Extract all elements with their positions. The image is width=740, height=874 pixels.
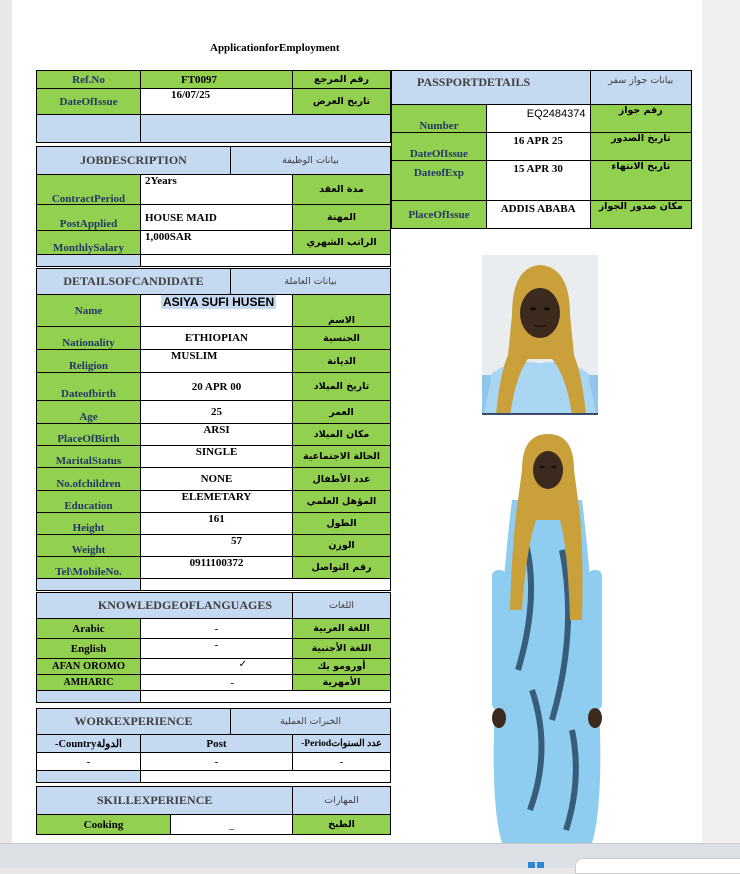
- skills-table: [36, 786, 391, 835]
- table-row: [392, 201, 692, 229]
- children-value: NONE: [141, 468, 293, 491]
- taskbar-search-box[interactable]: [575, 858, 740, 874]
- table-row: [37, 815, 391, 835]
- date-issue-value: 16/07/25: [141, 89, 293, 115]
- portrait-photo: [482, 255, 598, 415]
- work-col-post: Post: [141, 735, 293, 753]
- table-row: [37, 295, 391, 327]
- language-oromo-label: AFAN OROMO: [37, 659, 141, 675]
- work-post-value: -: [141, 753, 293, 771]
- language-arabic-value: -: [141, 619, 293, 639]
- name-label-ar: الاسم: [293, 295, 391, 327]
- table-row: [37, 639, 391, 659]
- religion-value: MUSLIM: [141, 350, 293, 373]
- skill-cooking-label-ar: الطبخ: [293, 815, 391, 835]
- date-issue-label: DateOfIssue: [37, 89, 141, 115]
- weight-label-ar: الوزن: [293, 535, 391, 557]
- languages-table: [36, 592, 391, 703]
- taskbar: [0, 843, 740, 868]
- ref-value: FT0097: [141, 71, 293, 89]
- candidate-table: [36, 268, 391, 591]
- passport-header-ar: بيانات جواز سفر: [590, 71, 692, 105]
- work-country-value: -: [37, 753, 141, 771]
- table-row: [37, 535, 391, 557]
- phone-value: 0911100372: [141, 557, 293, 579]
- table-row: [37, 401, 391, 424]
- passport-number-label-ar: رقم جواز: [590, 105, 692, 133]
- language-oromo-label-ar: أورومو يك: [293, 659, 391, 675]
- table-row: [37, 424, 391, 446]
- table-row: [392, 161, 692, 201]
- passport-header: PASSPORTDETAILS: [392, 71, 591, 105]
- passport-issue-label-ar: تاريخ الصدور: [590, 133, 692, 161]
- table-row: [37, 89, 391, 115]
- table-row: [37, 709, 391, 735]
- language-amharic-label-ar: الأمهرية: [293, 675, 391, 691]
- dob-value: 20 APR 00: [141, 373, 293, 401]
- passport-number-label: Number: [392, 105, 487, 133]
- table-row: [37, 350, 391, 373]
- post-applied-label-ar: المهنة: [293, 205, 391, 231]
- name-value[interactable]: ASIYA SUFI HUSEN: [163, 295, 275, 309]
- table-row: [37, 255, 391, 267]
- work-col-period: -Periodعدد السنوات: [293, 735, 391, 753]
- education-value: ELEMETARY: [141, 491, 293, 513]
- place-birth-label-ar: مكان الميلاد: [293, 424, 391, 446]
- passport-exp-value: 15 APR 30: [486, 161, 590, 201]
- table-row: [37, 115, 391, 143]
- languages-header-ar: اللغات: [293, 593, 391, 619]
- table-row: [37, 147, 391, 175]
- skill-cooking-label: Cooking: [37, 815, 171, 835]
- table-row: [37, 446, 391, 468]
- ref-label-ar: رقم المرجع: [293, 71, 391, 89]
- document-page: [12, 0, 702, 843]
- skills-header: SKILLEXPERIENCE: [37, 787, 293, 815]
- contract-period-value: 2Years: [141, 175, 293, 205]
- table-row: [392, 133, 692, 161]
- children-label-ar: عدد الأطفال: [293, 468, 391, 491]
- table-row: [392, 71, 692, 105]
- table-row: [37, 659, 391, 675]
- phone-label: Tel\MobileNo.: [37, 557, 141, 579]
- skill-cooking-value: _: [171, 815, 293, 835]
- windows-start-icon[interactable]: [528, 862, 544, 868]
- contract-period-label: ContractPeriod: [37, 175, 141, 205]
- job-header: JOBDESCRIPTION: [37, 147, 231, 175]
- passport-exp-label-ar: تاريخ الانتهاء: [590, 161, 692, 201]
- table-row: [37, 513, 391, 535]
- passport-place-value: ADDIS ABABA: [486, 201, 590, 229]
- passport-place-label: PlaceOfIssue: [392, 201, 487, 229]
- table-row: [37, 593, 391, 619]
- place-birth-value: ARSI: [141, 424, 293, 446]
- education-label: Education: [37, 491, 141, 513]
- dob-label: Dateofbirth: [37, 373, 141, 401]
- table-row: [37, 787, 391, 815]
- table-row: [37, 327, 391, 350]
- candidate-header: DETAILSOFCANDIDATE: [37, 269, 231, 295]
- language-arabic-label: Arabic: [37, 619, 141, 639]
- marital-status-value: SINGLE: [141, 446, 293, 468]
- passport-number-value: EQ2484374: [486, 105, 590, 133]
- work-period-value: -: [293, 753, 391, 771]
- table-row: [37, 691, 391, 703]
- date-issue-label-ar: تاريخ العرض: [293, 89, 391, 115]
- nationality-value: ETHIOPIAN: [141, 327, 293, 350]
- religion-label-ar: الديانة: [293, 350, 391, 373]
- table-row: [37, 557, 391, 579]
- phone-label-ar: رقم التواصل: [293, 557, 391, 579]
- passport-place-label-ar: مكان صدور الجواز: [590, 201, 692, 229]
- language-oromo-check: ✓: [141, 659, 293, 675]
- passport-issue-label: DateOfIssue: [392, 133, 487, 161]
- language-english-label: English: [37, 639, 141, 659]
- name-label: Name: [37, 295, 141, 327]
- table-row: [37, 579, 391, 591]
- weight-value: 57: [141, 535, 293, 557]
- contract-period-label-ar: مدة العقد: [293, 175, 391, 205]
- table-row: [37, 71, 391, 89]
- table-row: [37, 175, 391, 205]
- language-amharic-label: AMHARIC: [37, 675, 141, 691]
- post-applied-value: HOUSE MAID: [141, 205, 293, 231]
- passport-exp-label: DateofExp: [392, 161, 487, 201]
- monthly-salary-label-ar: الراتب الشهري: [293, 231, 391, 255]
- monthly-salary-value: 1,000SAR: [141, 231, 293, 255]
- work-header-ar: الخبرات العملية: [231, 709, 391, 735]
- job-description-table: [36, 146, 391, 267]
- place-birth-label: PlaceOfBirth: [37, 424, 141, 446]
- height-label: Height: [37, 513, 141, 535]
- table-row: [37, 205, 391, 231]
- table-row: [37, 269, 391, 295]
- post-applied-label: PostApplied: [37, 205, 141, 231]
- marital-status-label-ar: الحالة الاجتماعية: [293, 446, 391, 468]
- table-row: [37, 675, 391, 691]
- table-row: [37, 735, 391, 753]
- table-row: [37, 231, 391, 255]
- table-row: [392, 105, 692, 133]
- table-row: [37, 753, 391, 771]
- language-english-value: -: [141, 639, 293, 659]
- height-label-ar: الطول: [293, 513, 391, 535]
- height-value: 161: [141, 513, 293, 535]
- work-col-country: -Countryالدولة: [37, 735, 141, 753]
- language-arabic-label-ar: اللغة العربية: [293, 619, 391, 639]
- job-header-ar: بيانات الوظيفة: [231, 147, 391, 175]
- language-amharic-value: -: [141, 675, 293, 691]
- candidate-header-ar: بيانات العاملة: [231, 269, 391, 295]
- skills-header-ar: المهارات: [293, 787, 391, 815]
- work-header: WORKEXPERIENCE: [37, 709, 231, 735]
- age-label-ar: العمر: [293, 401, 391, 424]
- language-english-label-ar: اللغة الأجنبية: [293, 639, 391, 659]
- age-label: Age: [37, 401, 141, 424]
- table-row: [37, 468, 391, 491]
- full-body-photo: [482, 430, 612, 843]
- nationality-label: Nationality: [37, 327, 141, 350]
- work-experience-table: [36, 708, 391, 783]
- monthly-salary-label: MonthlySalary: [37, 231, 141, 255]
- table-row: [37, 619, 391, 639]
- table-row: [37, 771, 391, 783]
- vertical-scrollbar[interactable]: [702, 0, 740, 843]
- ref-label: Ref.No: [37, 71, 141, 89]
- education-label-ar: المؤهل العلمي: [293, 491, 391, 513]
- table-row: [37, 373, 391, 401]
- table-row: [37, 491, 391, 513]
- reference-table: [36, 70, 391, 143]
- marital-status-label: MaritalStatus: [37, 446, 141, 468]
- document-title: ApplicationforEmployment: [210, 42, 340, 54]
- age-value: 25: [141, 401, 293, 424]
- nationality-label-ar: الجنسية: [293, 327, 391, 350]
- passport-table: [391, 70, 692, 229]
- weight-label: Weight: [37, 535, 141, 557]
- religion-label: Religion: [37, 350, 141, 373]
- dob-label-ar: تاريخ الميلاد: [293, 373, 391, 401]
- children-label: No.ofchildren: [37, 468, 141, 491]
- passport-issue-value: 16 APR 25: [486, 133, 590, 161]
- languages-header: KNOWLEDGEOFLANGUAGES: [37, 593, 293, 619]
